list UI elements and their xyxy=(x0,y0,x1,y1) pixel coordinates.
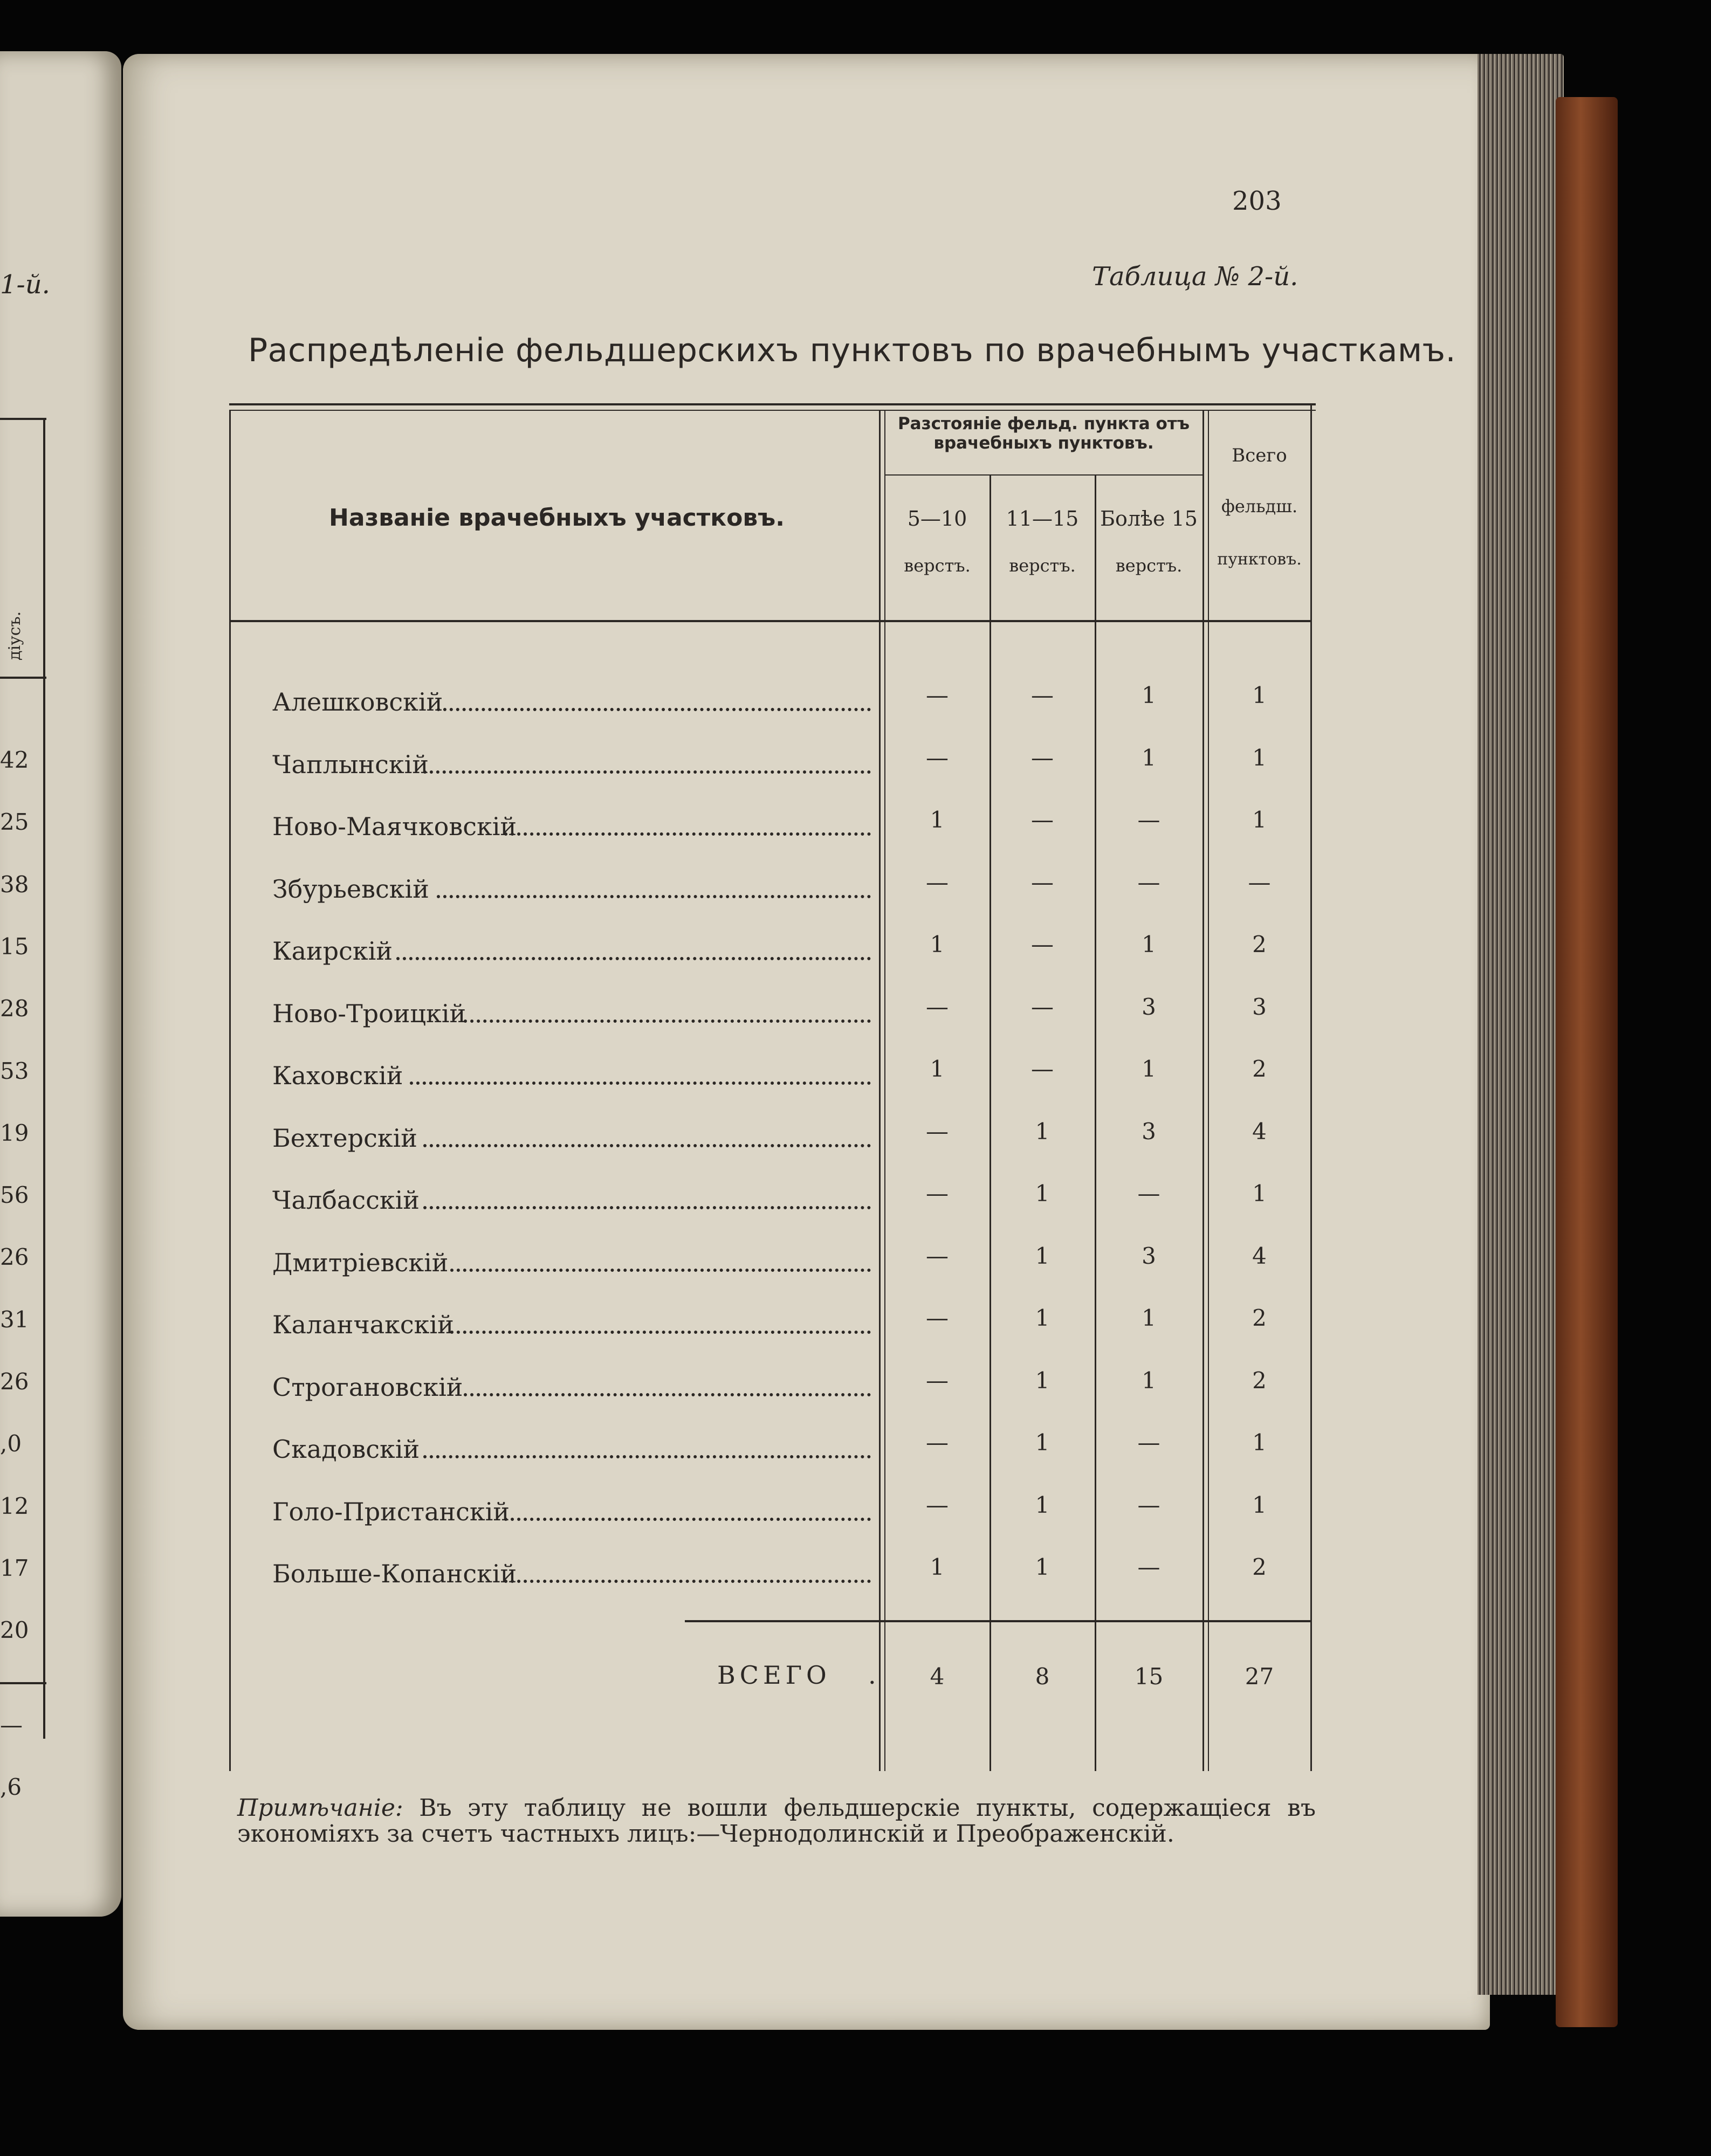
group-header-rule xyxy=(884,474,1202,476)
cell-d15-plus: 3 xyxy=(1142,994,1156,1020)
cell-d5-10: — xyxy=(926,1180,949,1207)
footnote-label: Примѣчаніе: xyxy=(237,1794,403,1822)
cell-d15-plus: — xyxy=(1137,869,1160,896)
dot-leader xyxy=(504,832,871,836)
dot-leader xyxy=(437,895,871,898)
totals-rule xyxy=(685,1620,1310,1622)
left-page-value: 38 xyxy=(0,871,29,898)
cell-d15-plus: 1 xyxy=(1142,931,1156,958)
left-page-value: 17 xyxy=(0,1555,29,1581)
cell-d11-15: 1 xyxy=(1035,1243,1050,1269)
cell-d5-10: 1 xyxy=(930,1056,945,1082)
dot-leader xyxy=(437,708,871,711)
cell-d11-15: 1 xyxy=(1035,1554,1050,1580)
header-total-line2: фельдш. xyxy=(1221,496,1298,516)
district-name: Дмитріевскій xyxy=(272,1248,449,1277)
cell-d15-plus: 3 xyxy=(1142,1118,1156,1145)
cell-d15-plus: — xyxy=(1137,1492,1160,1518)
cell-total: 2 xyxy=(1252,1367,1267,1394)
cell-d11-15: 1 xyxy=(1035,1492,1050,1518)
cell-d5-10: 1 xyxy=(930,931,945,958)
cell-total: 3 xyxy=(1252,994,1267,1020)
cell-total: 2 xyxy=(1252,1554,1267,1580)
cell-d5-10: — xyxy=(926,682,949,708)
totals-d11-15: 8 xyxy=(1035,1663,1050,1690)
table-top-rule-inner xyxy=(229,410,1316,411)
cell-d5-10: — xyxy=(926,1305,949,1331)
header-bottom-rule xyxy=(229,620,1310,622)
cell-total: 2 xyxy=(1252,1056,1267,1082)
cell-d5-10: 1 xyxy=(930,1554,945,1580)
page-title: Распредѣленіе фельдшерскихъ пунктовъ по врачебнымъ участкамъ. xyxy=(248,332,1456,369)
header-total-line1: Всего xyxy=(1232,445,1287,466)
cell-d15-plus: — xyxy=(1137,807,1160,833)
left-page-value: 26 xyxy=(0,1368,29,1395)
column-divider xyxy=(1208,410,1209,1771)
left-page-column-fragment: діусъ. xyxy=(5,611,24,660)
district-name: Чаплынскій xyxy=(272,750,429,779)
left-page-fragment xyxy=(0,51,121,1917)
column-divider xyxy=(879,410,881,1771)
cell-d11-15: — xyxy=(1031,931,1054,958)
dot-leader xyxy=(450,1269,871,1272)
header-col2-range: 11—15 xyxy=(1006,507,1079,531)
left-page-value: — xyxy=(0,1712,23,1738)
cell-total: 2 xyxy=(1252,1305,1267,1331)
district-name: Скадовскій xyxy=(272,1435,420,1464)
header-col1-unit: верстъ. xyxy=(904,555,971,576)
table-label: Таблица № 2-й. xyxy=(1092,261,1298,292)
header-col2-unit: верстъ. xyxy=(1009,555,1076,576)
cell-d15-plus: — xyxy=(1137,1180,1160,1207)
cell-d15-plus: — xyxy=(1137,1554,1160,1580)
left-page-value: 25 xyxy=(0,809,29,835)
cell-d11-15: 1 xyxy=(1035,1180,1050,1207)
cell-d11-15: — xyxy=(1031,1056,1054,1082)
cell-d5-10: — xyxy=(926,1243,949,1269)
table-top-rule xyxy=(229,403,1316,405)
left-page-rule xyxy=(0,418,46,420)
header-district-name: Названіе врачебныхъ участковъ. xyxy=(329,504,785,532)
left-page-value: 26 xyxy=(0,1244,29,1270)
district-name: Чалбасскій xyxy=(272,1186,420,1215)
district-name: Каирскій xyxy=(272,936,393,966)
cell-total: 1 xyxy=(1252,1180,1267,1207)
district-name: Алешковскій xyxy=(272,687,443,717)
district-name: Голо-Пристанскій xyxy=(272,1497,510,1526)
footnote-text: Въ эту таблицу не вошли фельдшерскіе пункты, содержащіеся въ экономіяхъ за счетъ частныхъ лицъ:—Чернодолинскій и Преображенскій. xyxy=(237,1794,1316,1848)
cell-total: 1 xyxy=(1252,745,1267,771)
page-edges xyxy=(1478,54,1564,1995)
cell-d11-15: — xyxy=(1031,869,1054,896)
cell-d15-plus: 3 xyxy=(1142,1243,1156,1269)
left-page-value: ,0 xyxy=(0,1430,22,1457)
cell-d5-10: — xyxy=(926,1429,949,1456)
cell-d11-15: — xyxy=(1031,682,1054,708)
header-col3-unit: верстъ. xyxy=(1115,555,1183,576)
column-divider xyxy=(884,410,885,1771)
cell-d15-plus: 1 xyxy=(1142,1305,1156,1331)
left-page-value: 31 xyxy=(0,1306,29,1333)
left-page-value: 19 xyxy=(0,1120,29,1146)
cell-d5-10: — xyxy=(926,1492,949,1518)
left-page-value: ,6 xyxy=(0,1774,22,1800)
district-name: Ново-Троицкій xyxy=(272,999,466,1028)
dot-leader xyxy=(504,1518,871,1521)
cell-d11-15: — xyxy=(1031,745,1054,771)
cell-d15-plus: 1 xyxy=(1142,1367,1156,1394)
table-right-border xyxy=(1310,403,1312,1771)
district-name: Каланчакскій xyxy=(272,1310,454,1339)
cell-d11-15: 1 xyxy=(1035,1367,1050,1394)
district-name: Строгановскій xyxy=(272,1373,463,1402)
cell-d11-15: — xyxy=(1031,994,1054,1020)
cell-total: 1 xyxy=(1252,807,1267,833)
cell-d15-plus: 1 xyxy=(1142,745,1156,771)
cell-d5-10: 1 xyxy=(930,807,945,833)
cell-d5-10: — xyxy=(926,1367,949,1394)
header-col1-range: 5—10 xyxy=(907,507,967,531)
district-name: Збурьевскій xyxy=(272,874,429,904)
dot-leader xyxy=(423,1455,871,1458)
totals-total: 27 xyxy=(1245,1663,1274,1690)
dot-leader xyxy=(423,1144,871,1147)
district-name: Каховскій xyxy=(272,1061,403,1090)
cell-total: 1 xyxy=(1252,1429,1267,1456)
cell-d15-plus: — xyxy=(1137,1429,1160,1456)
left-page-value: 15 xyxy=(0,933,29,960)
cell-d15-plus: 1 xyxy=(1142,1056,1156,1082)
table-left-border xyxy=(229,410,231,1771)
left-page-value: 42 xyxy=(0,747,29,773)
cell-total: 2 xyxy=(1252,931,1267,958)
header-total-line3: пунктовъ. xyxy=(1217,550,1302,569)
header-col3-range: Болѣе 15 xyxy=(1100,507,1198,531)
dot-leader xyxy=(464,1020,871,1023)
dot-leader xyxy=(450,1331,871,1334)
cell-d11-15: 1 xyxy=(1035,1429,1050,1456)
totals-dot: . xyxy=(868,1661,876,1690)
cell-d5-10: — xyxy=(926,994,949,1020)
left-page-value: 56 xyxy=(0,1182,29,1208)
left-page-header-fragment: 1-й. xyxy=(0,270,50,300)
dot-leader xyxy=(423,1206,871,1209)
cell-total: 1 xyxy=(1252,682,1267,708)
district-name: Бехтерскій xyxy=(272,1124,417,1153)
totals-d15-plus: 15 xyxy=(1134,1663,1164,1690)
left-page-value: 53 xyxy=(0,1058,29,1084)
footnote xyxy=(237,1795,1316,1847)
cell-d11-15: 1 xyxy=(1035,1118,1050,1145)
left-page-value: 12 xyxy=(0,1493,29,1519)
left-page-value: 20 xyxy=(0,1617,29,1643)
cell-d5-10: — xyxy=(926,745,949,771)
cell-d5-10: — xyxy=(926,869,949,896)
dot-leader xyxy=(423,770,871,774)
left-page-value: 28 xyxy=(0,995,29,1022)
cell-total: 4 xyxy=(1252,1118,1267,1145)
dot-leader xyxy=(396,957,871,960)
dot-leader xyxy=(410,1082,871,1085)
cell-d15-plus: 1 xyxy=(1142,682,1156,708)
dot-leader xyxy=(464,1393,871,1396)
cell-total: — xyxy=(1248,869,1271,896)
book-spine xyxy=(1556,97,1618,2027)
totals-label: ВСЕГО xyxy=(717,1661,831,1690)
left-page-rule xyxy=(0,1682,46,1684)
dot-leader xyxy=(504,1580,871,1583)
left-page-rule xyxy=(0,677,46,679)
cell-d11-15: 1 xyxy=(1035,1305,1050,1331)
cell-total: 1 xyxy=(1252,1492,1267,1518)
district-name: Ново-Маячковскій xyxy=(272,812,517,841)
column-divider xyxy=(1202,410,1204,1771)
page-number: 203 xyxy=(1232,186,1282,216)
cell-total: 4 xyxy=(1252,1243,1267,1269)
header-distance-group: Разстояніе фельд. пункта отъ врачебныхъ пунктовъ. xyxy=(897,414,1190,453)
left-page-vrule xyxy=(43,418,45,1739)
cell-d5-10: — xyxy=(926,1118,949,1145)
district-name: Больше-Копанскій xyxy=(272,1559,517,1588)
cell-d11-15: — xyxy=(1031,807,1054,833)
totals-d5-10: 4 xyxy=(930,1663,945,1690)
